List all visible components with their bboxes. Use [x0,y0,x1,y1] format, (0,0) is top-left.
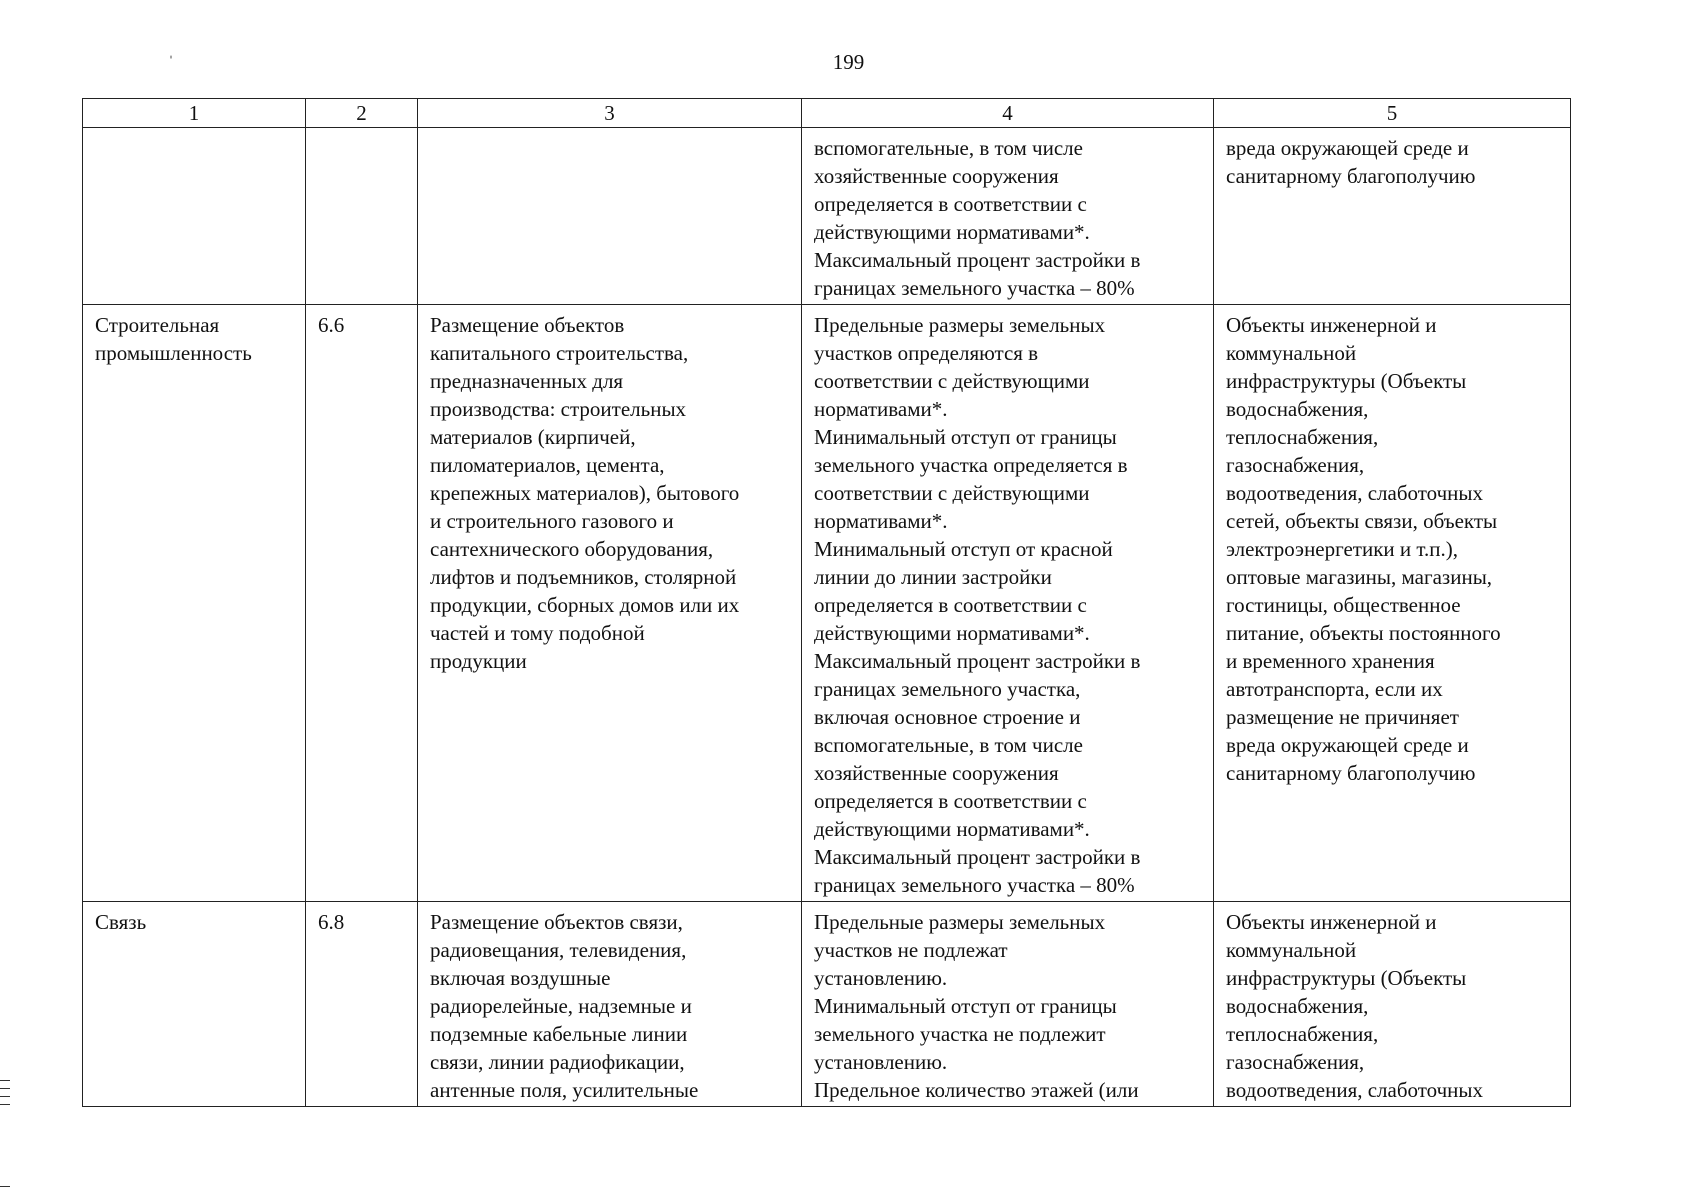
zoning-table [82,98,1571,1107]
cell-auxiliary-uses: вреда окружающей среде и санитарному благополучию [1214,128,1571,305]
column-header-1: 1 [83,99,306,128]
cell-parameters: Предельные размеры земельных участков не подлежат установлению. Минимальный отступ от границы земельного участка не подлежит установлению. Предельное количество этажей (или [802,902,1214,1107]
scan-edge-mark [0,1096,10,1097]
cell-use-description: Размещение объектов капитального строительства, предназначенных для производства: строительных материалов (кирпичей, пиломатериалов, цемента, крепежных материалов), бытового и строительного газового и сантехнического оборудования, лифтов и подъемников, столярной продукции, сборных домов или их частей и тому подобной продукции [418,305,802,902]
table-row [83,128,1571,305]
column-header-4: 4 [802,99,1214,128]
cell-use-name: Связь [83,902,306,1107]
scan-speck: ˈ [168,52,174,72]
cell-use-code: 6.6 [306,305,418,902]
column-header-2: 2 [306,99,418,128]
cell-parameters: вспомогательные, в том числе хозяйственные сооружения определяется в соответствии с действующими нормативами*. Максимальный процент застройки в границах земельного участка – 80% [802,128,1214,305]
cell-use-name: Строительная промышленность [83,305,306,902]
table-row [83,305,1571,902]
scan-edge-mark [0,1080,10,1081]
cell-auxiliary-uses: Объекты инженерной и коммунальной инфраструктуры (Объекты водоснабжения, теплоснабжения, газоснабжения, водоотведения, слаботочных [1214,902,1571,1107]
cell-use-description [418,128,802,305]
header-row [83,99,1571,128]
cell-use-description: Размещение объектов связи, радиовещания, телевидения, включая воздушные радиорелейные, надземные и подземные кабельные линии связи, линии радиофикации, антенные поля, усилительные [418,902,802,1107]
page-number: 199 [832,50,865,74]
scan-edge-mark [0,1104,10,1105]
table-row [83,902,1571,1107]
cell-parameters: Предельные размеры земельных участков определяются в соответствии с действующими нормативами*. Минимальный отступ от границы земельного участка определяется в соответствии с действующими нормативами*. Минимальный отступ от красной линии до линии застройки определяется в соответствии с действующими нормативами*. Максимальный процент застройки в границах земельного участка, включая основное строение и вспомогательные, в том числе хозяйственные сооружения определяется в соответствии с действующими нормативами*. Максимальный процент застройки в границах земельного участка – 80% [802,305,1214,902]
cell-use-code: 6.8 [306,902,418,1107]
cell-use-code [306,128,418,305]
cell-auxiliary-uses: Объекты инженерной и коммунальной инфраструктуры (Объекты водоснабжения, теплоснабжения, газоснабжения, водоотведения, слаботочных сетей, объекты связи, объекты электроэнергетики и т.п.), оптовые магазины, магазины, гостиницы, общественное питание, объекты постоянного и временного хранения автотранспорта, если их размещение не причиняет вреда окружающей среде и санитарному благополучию [1214,305,1571,902]
scan-edge-mark [0,1186,10,1187]
scan-edge-mark [0,1088,10,1089]
column-header-5: 5 [1214,99,1571,128]
column-header-3: 3 [418,99,802,128]
cell-use-name [83,128,306,305]
